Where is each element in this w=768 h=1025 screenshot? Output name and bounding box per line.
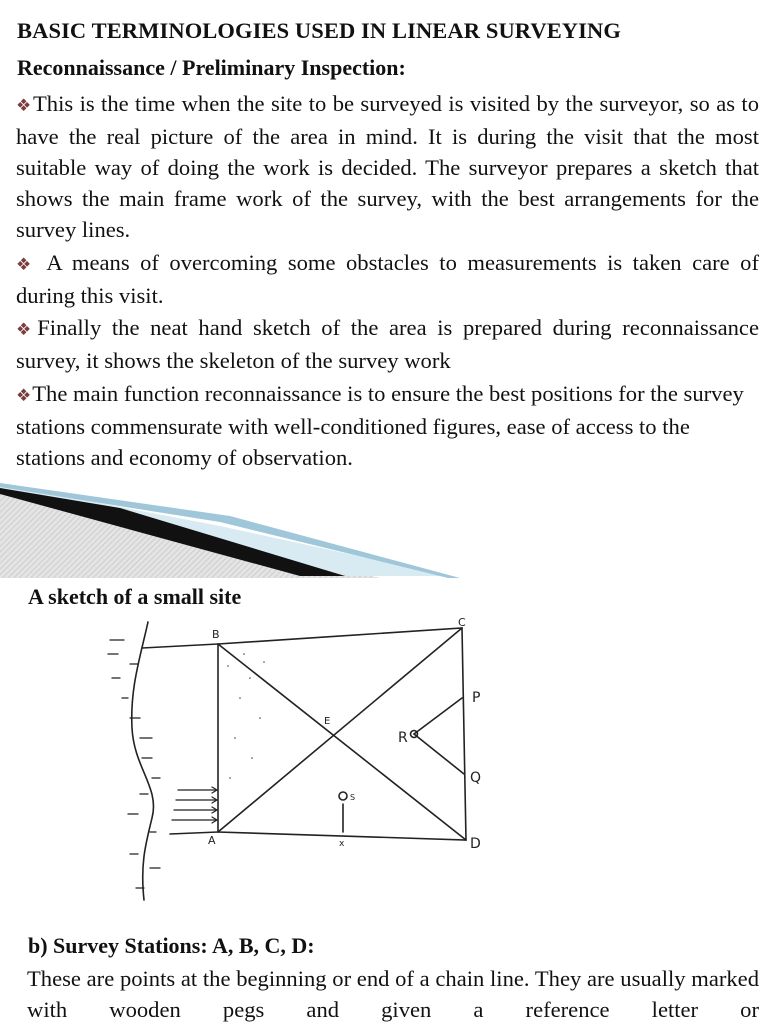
tie-line-b [142, 644, 218, 648]
section-title: b) Survey Stations: A, B, C, D: [28, 933, 315, 958]
label-a: A [208, 834, 216, 847]
label-e: E [324, 716, 331, 727]
label-s: S [350, 793, 356, 802]
section-body: These are points at the beginning or end of a chain line. They are usually marked with wooden pegs and given a reference letter or [27, 966, 759, 1022]
diamond-bullet-icon: ❖ [16, 386, 32, 405]
diamond-bullet-icon: ❖ [16, 96, 32, 115]
site-sketch-figure [100, 618, 520, 908]
paragraph-text: A means of overcoming some obstacles to measurements is taken care of during this visit. [16, 250, 760, 308]
paragraph-text: This is the time when the site to be surveyed is visited by the surveyor, so as to have the real picture of the area in mind. It is during the visit that the most suitable way of doing the work is decided. The surveyor prepares a sketch that shows the main frame work of the survey, with the best arrangements for the survey lines. [16, 91, 759, 242]
bullet-paragraph-2 [16, 247, 759, 311]
diagonal-bd [218, 644, 466, 840]
survey-frame-lines [218, 628, 466, 840]
label-r: R [398, 730, 408, 746]
slide-sketch [0, 578, 768, 1024]
tie-line-rp [414, 698, 462, 734]
bullet-paragraph-1 [16, 88, 759, 245]
page-title: BASIC TERMINOLOGIES USED IN LINEAR SURVEYING [17, 18, 621, 43]
offset-arrow-icons [212, 787, 217, 823]
bullet-paragraph-4 [16, 378, 759, 473]
bullet-paragraph-3 [16, 312, 759, 376]
label-c: C [458, 618, 466, 629]
diamond-bullet-icon: ❖ [16, 255, 37, 274]
offset-lines [172, 790, 216, 820]
object-s-marker [339, 792, 347, 800]
tie-line-rq [414, 734, 464, 774]
paragraph-text: Finally the neat hand sketch of the area is prepared during reconnaissance survey, it shows the skeleton of the survey work [16, 315, 759, 373]
diagonal-ca [218, 628, 462, 832]
diamond-bullet-icon: ❖ [16, 320, 37, 339]
water-hatching [108, 640, 160, 888]
label-b: B [212, 628, 220, 641]
label-p: P [472, 690, 481, 706]
label-x: x [339, 839, 345, 849]
label-q: Q [470, 770, 482, 786]
paragraph-text: The main function reconnaissance is to ensure the best positions for the survey stations commensurate with well-conditioned figures, ease of access to the stations and economy of observation. [16, 381, 744, 470]
decorative-swoosh [0, 478, 460, 578]
figure-title: A sketch of a small site [28, 584, 242, 609]
section-heading: Reconnaissance / Preliminary Inspection: [17, 55, 406, 80]
label-d: D [470, 836, 481, 852]
